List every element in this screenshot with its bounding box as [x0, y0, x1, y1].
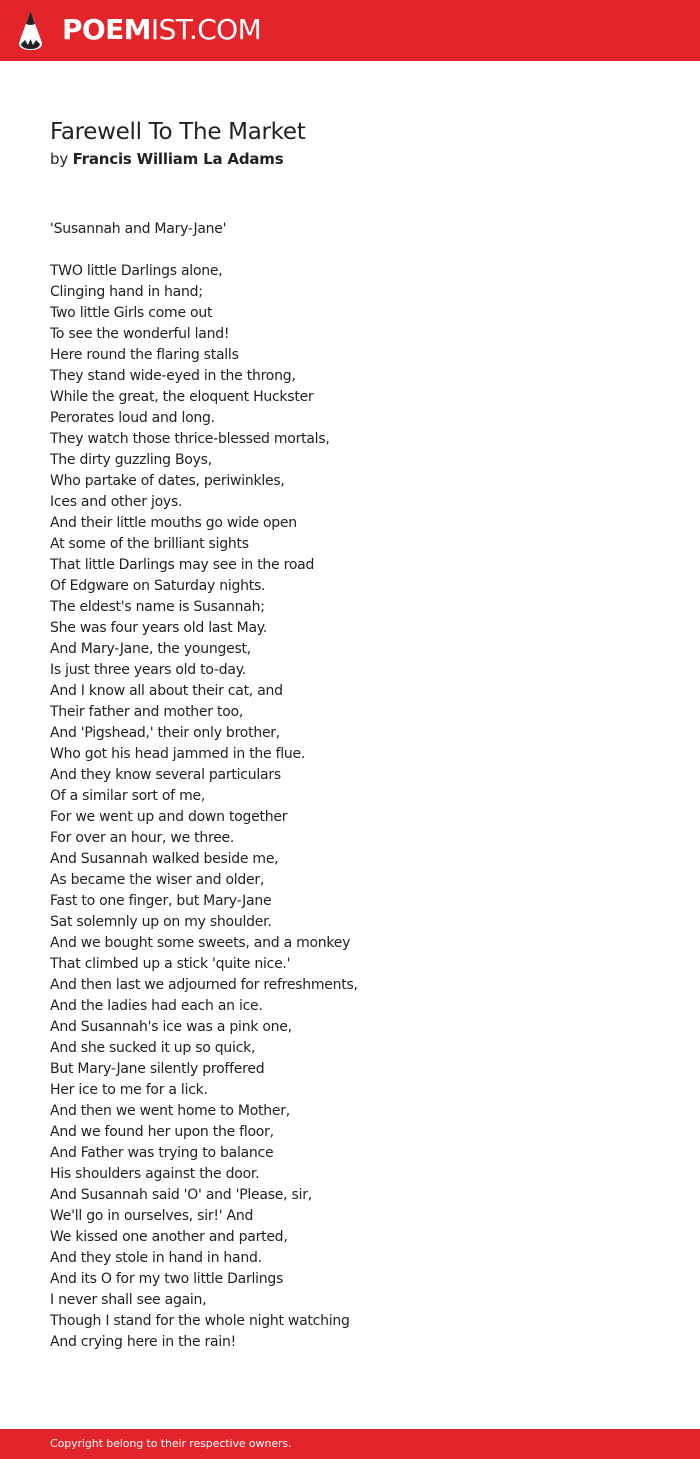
poem-line: Though I stand for the whole night watching [50, 1313, 350, 1329]
poem-line: Their father and mother too, [50, 704, 244, 720]
poem-line: Who partake of dates, periwinkles, [50, 473, 285, 489]
poem-line: While the great, the eloquent Huckster [50, 389, 314, 405]
poem-line: We kissed one another and parted, [50, 1229, 288, 1245]
poem-line: At some of the brilliant sights [50, 536, 249, 552]
poem-line: As became the wiser and older, [50, 872, 265, 888]
poem-line: And I know all about their cat, and [50, 683, 283, 699]
poem-line: And Mary-Jane, the youngest, [50, 641, 251, 657]
poem-line: And she sucked it up so quick, [50, 1040, 256, 1056]
poem-line: And Susannah's ice was a pink one, [50, 1019, 292, 1035]
poem-line: And the ladies had each an ice. [50, 998, 263, 1014]
poem-line: And they know several particulars [50, 767, 281, 783]
poem-line: And they stole in hand in hand. [50, 1250, 262, 1266]
poem-lines [50, 261, 650, 1353]
pencil-tip-icon [18, 10, 43, 51]
poem-line: And crying here in the rain! [50, 1334, 236, 1350]
poem-line: Of Edgware on Saturday nights. [50, 578, 266, 594]
poem-line: For we went up and down together [50, 809, 288, 825]
copyright-text: Copyright belong to their respective owners. [50, 1437, 292, 1450]
poem-line: Two little Girls come out [50, 305, 213, 321]
poem-line: They watch those thrice-blessed mortals, [50, 431, 330, 447]
poem-title: Farewell To The Market [50, 119, 306, 145]
poem-line: And we bought some sweets, and a monkey [50, 935, 351, 951]
site-logo-link[interactable] [62, 12, 261, 48]
poem-line: Her ice to me for a lick. [50, 1082, 208, 1098]
poem-line: The dirty guzzling Boys, [50, 452, 212, 468]
poem-line: And their little mouths go wide open [50, 515, 297, 531]
poem-line: And 'Pigshead,' their only brother, [50, 725, 281, 741]
poem-subtitle: 'Susannah and Mary-Jane' [50, 221, 227, 237]
poem-line: And its O for my two little Darlings [50, 1271, 284, 1287]
poem-line: Is just three years old to-day. [50, 662, 246, 678]
poem-line: To see the wonderful land! [50, 326, 230, 342]
poem-line: We'll go in ourselves, sir!' And [50, 1208, 254, 1224]
poem-line: Fast to one finger, but Mary-Jane [50, 893, 272, 909]
poem-line: And we found her upon the floor, [50, 1124, 274, 1140]
poem-line: That little Darlings may see in the road [50, 557, 315, 573]
poem-line: And Father was trying to balance [50, 1145, 274, 1161]
poem-line: Perorates loud and long. [50, 410, 215, 426]
poem-body [50, 219, 650, 1353]
poem-line: Ices and other joys. [50, 494, 183, 510]
poem-line: Clinging hand in hand; [50, 284, 203, 300]
poem-line: Here round the flaring stalls [50, 347, 239, 363]
poem-line: She was four years old last May. [50, 620, 268, 636]
by-label: by [50, 150, 68, 168]
poem-line: But Mary-Jane silently proffered [50, 1061, 265, 1077]
poem-line: I never shall see again, [50, 1292, 207, 1308]
poem-line: They stand wide-eyed in the throng, [50, 368, 296, 384]
poem-line: Of a similar sort of me, [50, 788, 206, 804]
logo-bold-text: POEM [62, 13, 151, 46]
poem-line: His shoulders against the door. [50, 1166, 260, 1182]
poem-line: And Susannah walked beside me, [50, 851, 279, 867]
logo-light-text: IST.COM [150, 13, 262, 46]
byline [50, 149, 283, 169]
site-footer [0, 1429, 700, 1459]
poem-line: And Susannah said 'O' and 'Please, sir, [50, 1187, 312, 1203]
author-name: Francis William La Adams [72, 150, 284, 168]
poem-line: Who got his head jammed in the flue. [50, 746, 306, 762]
poem-line: And then we went home to Mother, [50, 1103, 290, 1119]
poem-line: For over an hour, we three. [50, 830, 235, 846]
poem-line: The eldest's name is Susannah; [50, 599, 265, 615]
poem-line: TWO little Darlings alone, [50, 263, 223, 279]
site-header [0, 0, 700, 61]
poem-line: Sat solemnly up on my shoulder. [50, 914, 272, 930]
poem-line: And then last we adjourned for refreshments, [50, 977, 358, 993]
poem-line: That climbed up a stick 'quite nice.' [50, 956, 291, 972]
